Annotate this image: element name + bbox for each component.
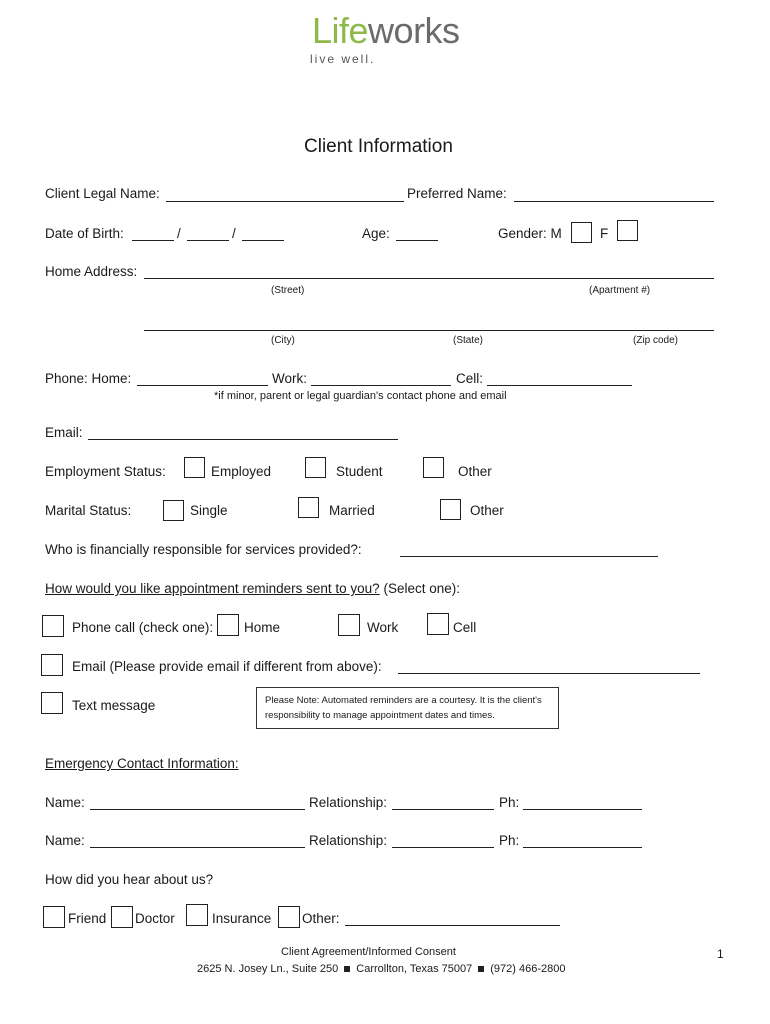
email-label: Email: [45, 425, 83, 440]
insurance-checkbox[interactable] [186, 904, 208, 926]
employment-label: Employment Status: [45, 464, 166, 479]
phone-call-home-label: Home [244, 620, 281, 635]
zip-caption: (Zip code) [633, 335, 679, 346]
emergency-ph-field[interactable] [523, 847, 642, 848]
legal-name-field[interactable] [166, 201, 404, 202]
minor-note: *if minor, parent or legal guardian's contact phone and email [214, 390, 507, 402]
emergency-relationship-field[interactable] [392, 809, 494, 810]
single-checkbox[interactable] [163, 500, 184, 521]
phone-call-checkbox[interactable] [42, 615, 64, 637]
bullet-icon [344, 966, 350, 972]
hear-other-field[interactable] [345, 925, 560, 926]
apartment-caption: (Apartment #) [589, 285, 651, 296]
phone-home-field[interactable] [137, 385, 268, 386]
phone-cell-label: Cell: [456, 371, 484, 386]
marital-other-label: Other [470, 503, 504, 518]
phone-call-home-checkbox[interactable] [217, 614, 239, 636]
marital-other-checkbox[interactable] [440, 499, 461, 520]
hear-other-checkbox[interactable] [278, 906, 300, 928]
phone-call-work-label: Work [367, 620, 399, 635]
student-checkbox[interactable] [305, 457, 326, 478]
phone-call-label: Phone call (check one): [72, 620, 214, 635]
employment-other-label: Other [458, 464, 492, 479]
email-field[interactable] [88, 439, 398, 440]
page-title: Client Information [304, 136, 453, 157]
state-caption: (State) [453, 335, 484, 346]
street-caption: (Street) [271, 285, 305, 296]
financial-field[interactable] [400, 556, 658, 557]
city-state-zip-field[interactable] [144, 330, 714, 331]
emergency-name-label: Name: [45, 795, 85, 810]
dob-label: Date of Birth: [45, 226, 124, 241]
emergency-ph-label: Ph: [499, 833, 520, 848]
email-reminder-label: Email (Please provide email if different from above): [72, 659, 382, 674]
hear-heading: How did you hear about us? [45, 872, 214, 887]
student-label: Student [336, 464, 383, 479]
reminder-note: Please Note: Automated reminders are a courtesy. It is the client's responsibility to manage appointment dates and times. [256, 687, 559, 729]
age-label: Age: [362, 226, 390, 241]
financial-label: Who is financially responsible for services provided?: [45, 542, 362, 557]
married-label: Married [329, 503, 375, 518]
page-number: 1 [717, 947, 724, 961]
emergency-ph-field[interactable] [523, 809, 642, 810]
dob-year-field[interactable] [242, 240, 284, 241]
phone-call-cell-label: Cell [453, 620, 477, 635]
logo-tagline: live well. [310, 52, 376, 66]
preferred-name-label: Preferred Name: [407, 186, 507, 201]
phone-cell-field[interactable] [487, 385, 632, 386]
gender-m-checkbox[interactable] [571, 222, 592, 243]
street-field[interactable] [144, 278, 714, 279]
footer-title: Client Agreement/Informed Consent [281, 946, 456, 958]
friend-checkbox[interactable] [43, 906, 65, 928]
reminders-heading: How would you like appointment reminders sent to you? (Select one): [45, 581, 460, 596]
emergency-name-field[interactable] [90, 847, 305, 848]
employed-checkbox[interactable] [184, 457, 205, 478]
emergency-name-field[interactable] [90, 809, 305, 810]
emergency-ph-label: Ph: [499, 795, 520, 810]
employed-label: Employed [211, 464, 272, 479]
email-reminder-field[interactable] [398, 673, 700, 674]
phone-home-label: Phone: Home: [45, 371, 132, 386]
dob-month-field[interactable] [132, 240, 174, 241]
lifeworks-logo: Lifeworks [312, 10, 460, 51]
gender-f-checkbox[interactable] [617, 220, 638, 241]
phone-call-work-checkbox[interactable] [338, 614, 360, 636]
dob-day-field[interactable] [187, 240, 229, 241]
married-checkbox[interactable] [298, 497, 319, 518]
dob-separator: / [177, 226, 181, 241]
email-reminder-checkbox[interactable] [41, 654, 63, 676]
emergency-heading: Emergency Contact Information: [45, 756, 239, 771]
emergency-name-label: Name: [45, 833, 85, 848]
marital-label: Marital Status: [45, 503, 132, 518]
hear-other-label: Other: [302, 911, 340, 926]
preferred-name-field[interactable] [514, 201, 714, 202]
phone-work-label: Work: [272, 371, 308, 386]
gender-f-label: F [600, 226, 609, 241]
text-message-label: Text message [72, 698, 156, 713]
single-label: Single [190, 503, 228, 518]
employment-other-checkbox[interactable] [423, 457, 444, 478]
city-caption: (City) [271, 335, 295, 346]
emergency-relationship-label: Relationship: [309, 795, 388, 810]
age-field[interactable] [396, 240, 438, 241]
footer-contact: 2625 N. Josey Ln., Suite 250 Carrollton, Texas 75007 (972) 466-2800 [197, 963, 566, 975]
emergency-relationship-field[interactable] [392, 847, 494, 848]
home-address-label: Home Address: [45, 264, 138, 279]
text-message-checkbox[interactable] [41, 692, 63, 714]
dob-separator: / [232, 226, 236, 241]
bullet-icon [478, 966, 484, 972]
phone-work-field[interactable] [311, 385, 451, 386]
gender-label: Gender: M [498, 226, 562, 241]
insurance-label: Insurance [212, 911, 272, 926]
doctor-checkbox[interactable] [111, 906, 133, 928]
friend-label: Friend [68, 911, 107, 926]
phone-call-cell-checkbox[interactable] [427, 613, 449, 635]
doctor-label: Doctor [135, 911, 175, 926]
emergency-relationship-label: Relationship: [309, 833, 388, 848]
legal-name-label: Client Legal Name: [45, 186, 160, 201]
